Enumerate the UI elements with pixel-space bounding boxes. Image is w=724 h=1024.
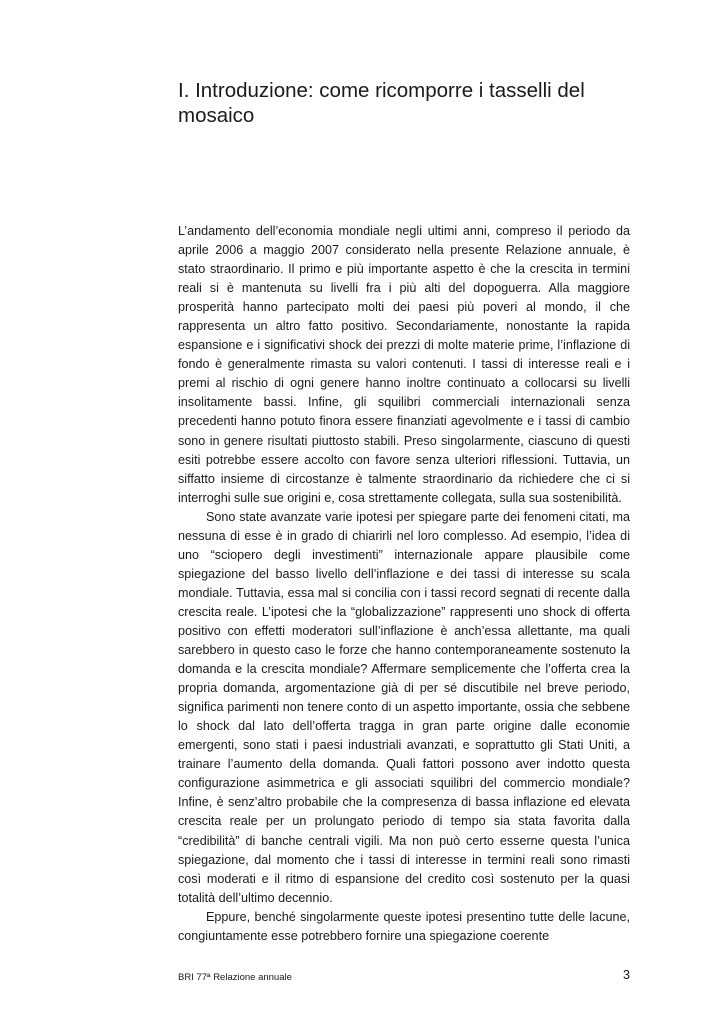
footer-publication: BRI 77ª Relazione annuale: [178, 972, 292, 983]
paragraph: Sono state avanzate varie ipotesi per spiegare parte dei fenomeni citati, ma nessuna di esse è in grado di chiarirli nel loro complesso. Ad esempio, l’idea di uno “sciopero degli investimenti” internazionale appare plausibile come spiegazione del basso livello dell’inflazione e dei tassi di interesse su scala mondiale. Tuttavia, essa mal si concilia con i tassi record segnati di recente dalla crescita reale. L’ipotesi che la “globalizzazione” rappresenti uno shock di offerta positivo con effetti moderatori sull’inflazione è anch’essa allettante, ma quali sarebbero in questo caso le forze che hanno contemporaneamente sostenuto la domanda e la crescita mondiale? Affermare semplicemente che l’offerta crea la propria domanda, argomentazione già di per sé discutibile nel breve periodo, significa parimenti non tenere conto di un aspetto importante, ossia che sebbene lo shock dal lato dell’offerta tragga in gran parte origine dalle economie emergenti, sono stati i paesi industriali avanzati, e soprattutto gli Stati Uniti, a trainare l’aumento della domanda. Quali fattori possono aver indotto questa configurazione asimmetrica e gli associati squilibri del commercio mondiale? Infine, è senz’altro probabile che la compresenza di bassa inflazione ed elevata crescita reale per un prolungato periodo di tempo sia stata favorita dalla “credibilità” di banche centrali vigili. Ma non può certo esserne questa l’unica spiegazione, dal momento che i tassi di interesse in termini reali sono rimasti così moderati e il ritmo di espansione del credito così sostenuto per la quasi totalità dell’ultimo decennio.: [178, 509, 630, 905]
paragraph: Eppure, benché singolarmente queste ipotesi presentino tutte delle lacune, congiuntamente esse potrebbero fornire una spiegazione coerente: [178, 909, 630, 943]
page-title: I. Introduzione: come ricomporre i tasselli del mosaico: [178, 79, 585, 127]
paragraph: L’andamento dell’economia mondiale negli ultimi anni, compreso il periodo da aprile 2006 a maggio 2007 considerato nella presente Relazione annuale, è stato straordinario. Il primo e più importante aspetto è che la crescita in termini reali si è mantenuta su livelli fra i più alti del dopoguerra. Alla maggiore prosperità hanno partecipato molti dei paesi più poveri al mondo, il che rappresenta un altro fatto positivo. Secondariamente, nonostante la rapida espansione e i significativi shock dei prezzi di molte materie prime, l’inflazione di fondo è generalmente rimasta su valori contenuti. I tassi di interesse reali e i premi al rischio di ogni genere hanno inoltre continuato a collocarsi su livelli insolitamente bassi. Infine, gli squilibri commerciali internazionali senza precedenti hanno potuto finora essere finanziati agevolmente e i tassi di cambio sono in genere risultati piuttosto stabili. Preso singolarmente, ciascuno di questi esiti potrebbe essere accolto con favore senza ulteriori riflessioni. Tuttavia, un siffatto insieme di circostanze è talmente straordinario da richiedere che ci si interroghi sulle sue origini e, cosa strettamente collegata, sulla sua sostenibilità.: [178, 224, 630, 505]
body-text: [178, 222, 630, 946]
page-number: 3: [623, 968, 630, 982]
